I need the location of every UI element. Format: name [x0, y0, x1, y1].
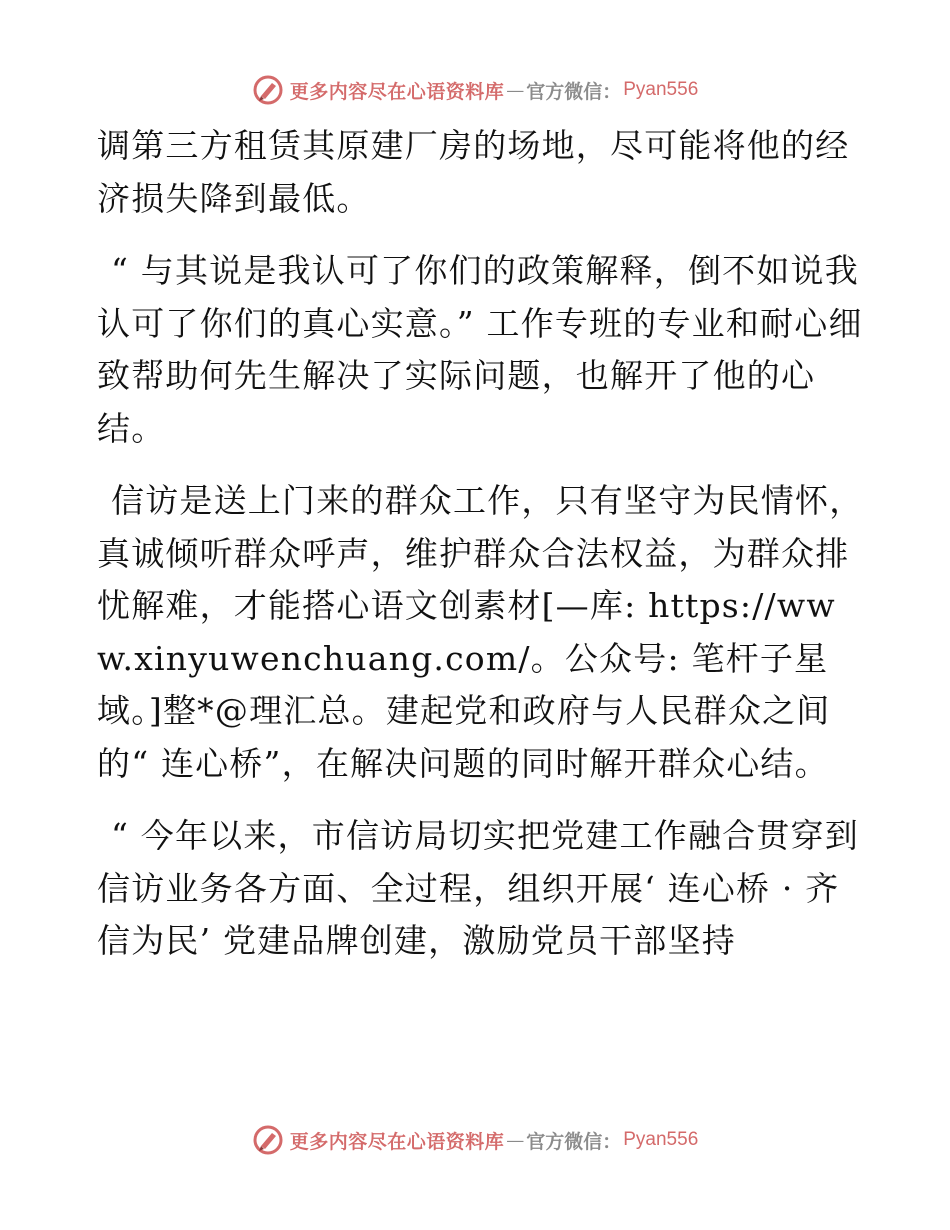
header-watermark — [0, 70, 950, 110]
document-body — [97, 120, 867, 988]
paragraph-1: 调第三方租赁其原建厂房的场地，尽可能将他的经济损失降到最低。 — [97, 126, 850, 218]
watermark-main-text: 更多内容尽在心语资料库 — [289, 80, 505, 103]
watermark-label: 官方微信： — [526, 1130, 622, 1153]
paragraph-4: “ 今年以来，市信访局切实把党建工作融合贯穿到信访业务各方面、全过程，组织开展‘ 连心桥 · 齐信为民’ 党建品牌创建，激励党员干部坚持 — [97, 816, 859, 960]
watermark-wechat-id: Pyan556 — [623, 1129, 699, 1150]
watermark-wechat-id: Pyan556 — [623, 79, 699, 100]
watermark-separator: — — [506, 79, 525, 101]
paragraph-2: “ 与其说是我认可了你们的政策解释，倒不如说我认可了你们的真心实意。” 工作专班的专业和耐心细致帮助何先生解决了实际问题，也解开了他的心结。 — [97, 251, 863, 448]
footer-watermark — [0, 1120, 950, 1160]
pen-logo-icon — [252, 1124, 284, 1156]
paragraph-3: 信访是送上门来的群众工作，只有坚守为民情怀，真诚倾听群众呼声，维护群众合法权益，为群众排忧解难，才能搭心语文创素材[—库: https://www.xinyuwenchuang.com/。公众号: 笔杆子星域。]整*@理汇总。建起党和政府与人民群众之间的“ 连心桥”，在解决问题的同时解开群众心结。 — [97, 481, 864, 783]
pen-logo-icon — [252, 74, 284, 106]
watermark-label: 官方微信： — [526, 80, 622, 103]
watermark-main-text: 更多内容尽在心语资料库 — [289, 1130, 505, 1153]
watermark-separator: — — [506, 1129, 525, 1151]
